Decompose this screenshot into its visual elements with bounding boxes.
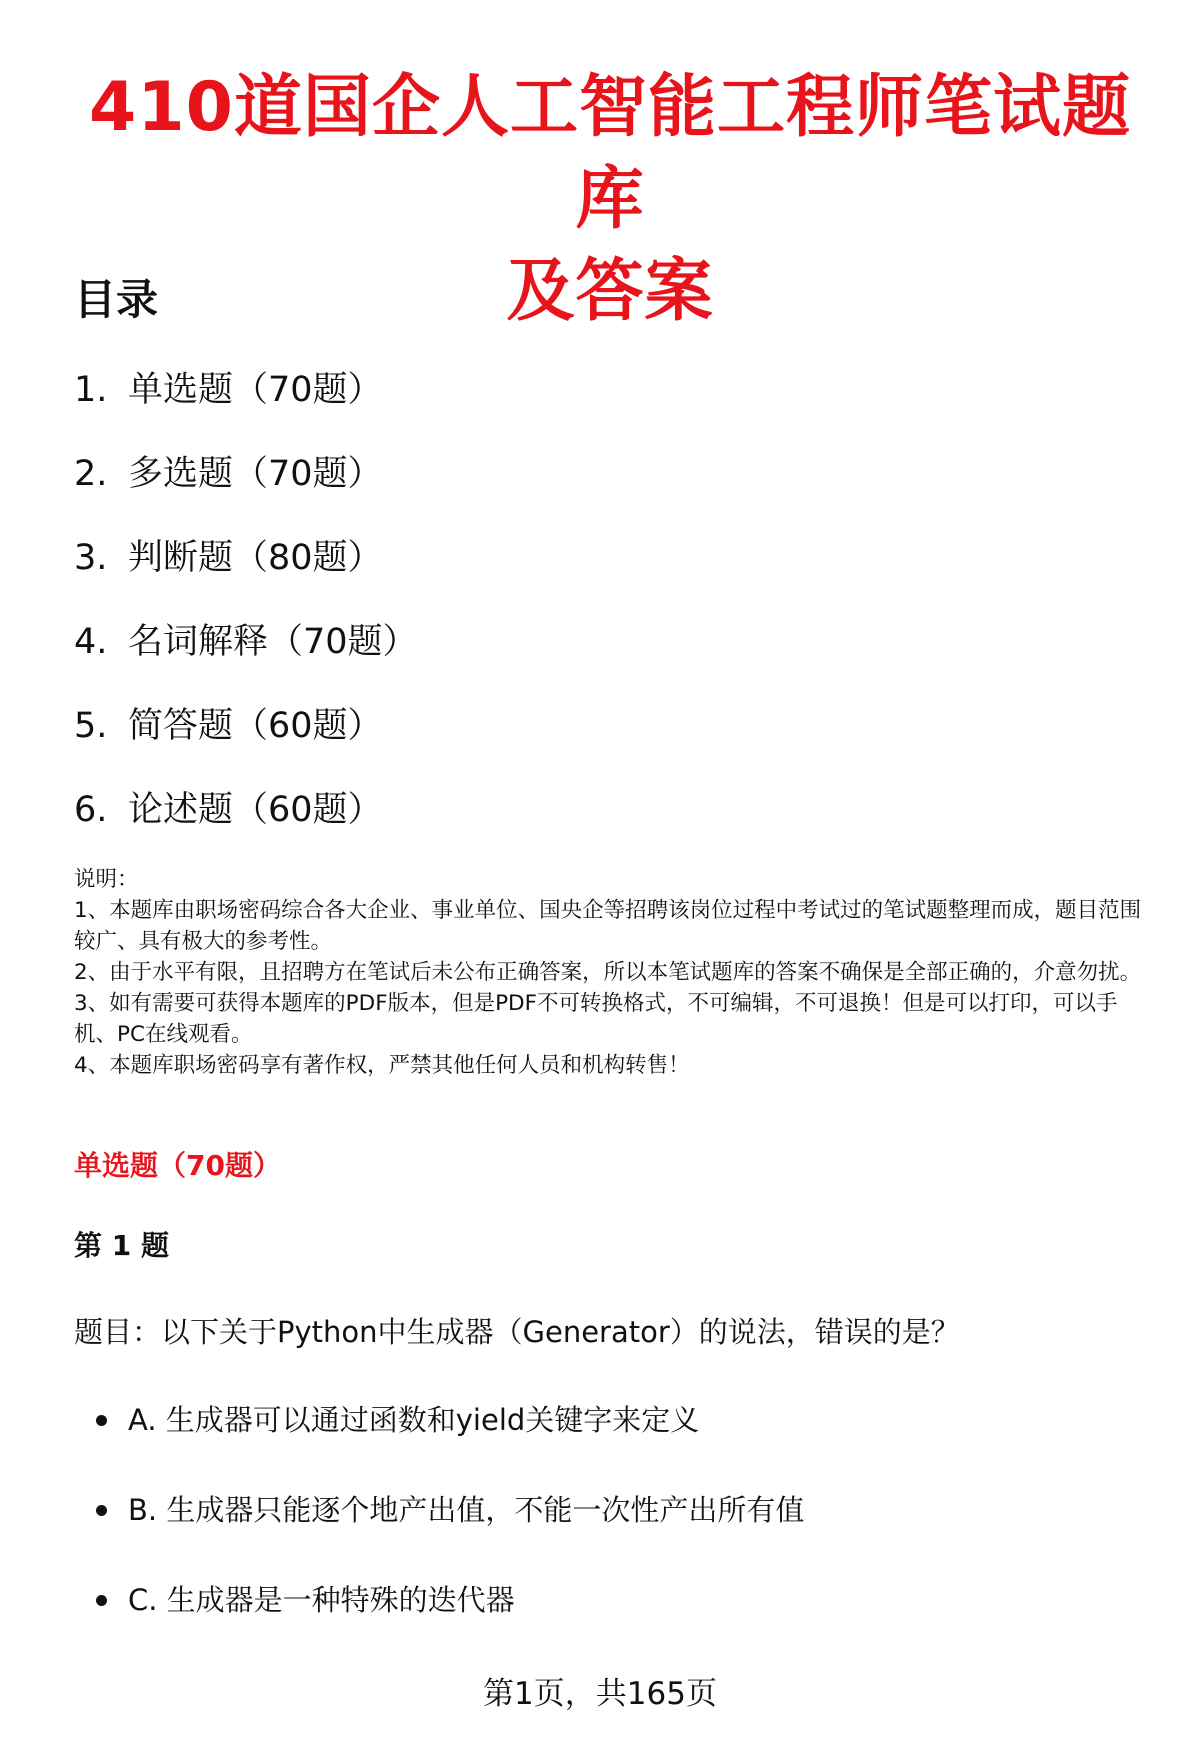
toc-item-label: 单选题（70题） [128,370,383,410]
section-title: 单选题（70题） [74,1149,281,1182]
toc-item-number: 5. [74,706,108,746]
notes-block [74,864,1159,1081]
question-text: 题目：以下关于Python中生成器（Generator）的说法，错误的是？ [74,1315,960,1349]
toc-item-number: 1. [74,370,108,410]
toc-item-multiple-choice[interactable] [74,446,418,530]
toc-item-label: 简答题（60题） [128,706,383,746]
title-line-2: 及答案 [506,252,714,331]
option-label: A. 生成器可以通过函数和yield关键字来定义 [128,1403,700,1437]
toc-item-essay[interactable] [74,782,418,866]
toc-item-number: 6. [74,790,108,830]
option-label: B. 生成器只能逐个地产出值，不能一次性产出所有值 [128,1493,805,1527]
note-item: 1、本题库由职场密码综合各大企业、事业单位、国央企等招聘该岗位过程中考试过的笔试题整理而成，题目范围较广、具有极大的参考性。 [74,898,1142,954]
option-b[interactable] [96,1488,804,1578]
title-line-1: 410道国企人工智能工程师笔试题库 [89,68,1131,239]
bullet-icon [96,1505,107,1516]
toc-item-term-explanation[interactable] [74,614,418,698]
page-footer: 第1页，共165页 [483,1676,717,1712]
toc-heading: 目录 [74,275,159,324]
note-item: 4、本题库职场密码享有著作权，严禁其他任何人员和机构转售！ [74,1053,690,1078]
question-number: 第 1 题 [74,1229,169,1262]
option-c[interactable] [96,1578,804,1668]
toc-item-number: 4. [74,622,108,662]
toc-item-single-choice[interactable] [74,362,418,446]
bullet-icon [96,1595,107,1606]
option-label: C. 生成器是一种特殊的迭代器 [128,1583,515,1617]
toc-item-true-false[interactable] [74,530,418,614]
toc-item-number: 2. [74,454,108,494]
bullet-icon [96,1415,107,1426]
notes-heading: 说明： [74,867,139,892]
toc-item-number: 3. [74,538,108,578]
toc-item-label: 名词解释（70题） [128,622,418,662]
toc-item-label: 判断题（80题） [128,538,383,578]
toc-item-label: 论述题（60题） [128,790,383,830]
document-title [60,62,1160,338]
toc-item-short-answer[interactable] [74,698,418,782]
toc-item-label: 多选题（70题） [128,454,383,494]
table-of-contents [74,362,418,866]
option-a[interactable] [96,1398,804,1488]
answer-options [96,1398,804,1668]
note-item: 2、由于水平有限，且招聘方在笔试后未公布正确答案，所以本笔试题库的答案不确保是全部正确的，介意勿扰。 [74,960,1142,985]
note-item: 3、如有需要可获得本题库的PDF版本，但是PDF不可转换格式，不可编辑，不可退换！但是可以打印，可以手机、PC在线观看。 [74,991,1118,1047]
